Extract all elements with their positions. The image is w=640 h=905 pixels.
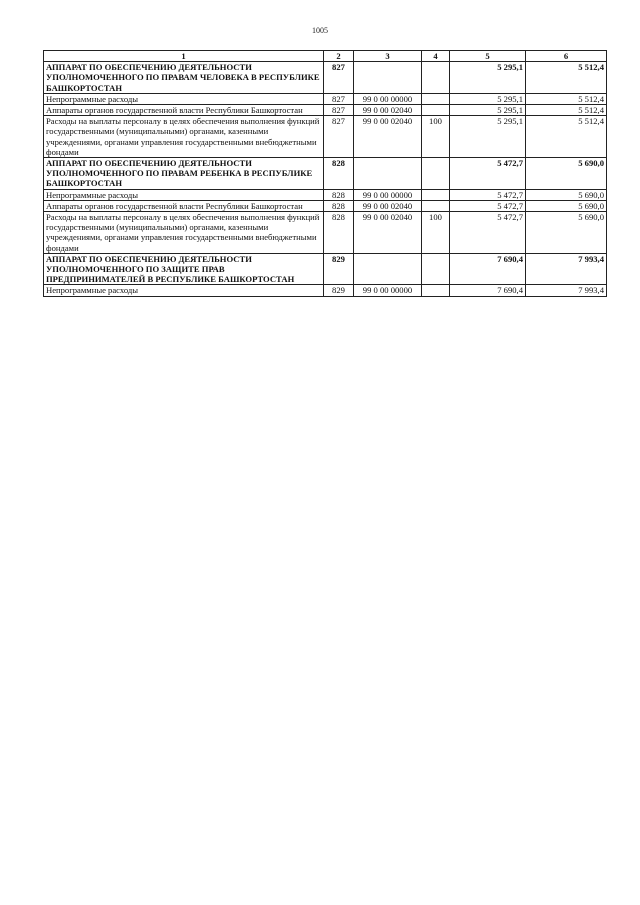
row-code-cell: 828 <box>324 212 354 254</box>
row-sum1-cell: 5 472,7 <box>450 200 526 211</box>
row-vr-cell <box>422 285 450 296</box>
row-name-cell: Аппараты органов государственной власти Республики Башкортостан <box>44 200 324 211</box>
row-code-cell: 828 <box>324 200 354 211</box>
row-sum2-cell: 7 993,4 <box>526 253 607 285</box>
row-csr-cell: 99 0 00 02040 <box>354 116 422 158</box>
row-sum1-cell: 7 690,4 <box>450 285 526 296</box>
row-csr-cell: 99 0 00 02040 <box>354 200 422 211</box>
row-name-cell: АППАРАТ ПО ОБЕСПЕЧЕНИЮ ДЕЯТЕЛЬНОСТИ УПОЛНОМОЧЕННОГО ПО ЗАЩИТЕ ПРАВ ПРЕДПРИНИМАТЕЛЕЙ В РЕСПУБЛИКЕ БАШКОРТОСТАН <box>44 253 324 285</box>
row-vr-cell <box>422 93 450 104</box>
table-section-row <box>44 158 607 190</box>
row-vr-cell: 100 <box>422 116 450 158</box>
table-row <box>44 285 607 296</box>
column-header-1: 1 <box>44 51 324 62</box>
row-sum1-cell: 5 295,1 <box>450 105 526 116</box>
column-header-3: 3 <box>354 51 422 62</box>
table-row <box>44 212 607 254</box>
row-sum2-cell: 5 512,4 <box>526 93 607 104</box>
row-sum2-cell: 5 690,0 <box>526 158 607 190</box>
row-vr-cell <box>422 105 450 116</box>
row-code-cell: 829 <box>324 253 354 285</box>
row-csr-cell: 99 0 00 00000 <box>354 189 422 200</box>
row-code-cell: 827 <box>324 93 354 104</box>
page-number: 1005 <box>312 26 328 35</box>
row-csr-cell: 99 0 00 00000 <box>354 285 422 296</box>
column-header-4: 4 <box>422 51 450 62</box>
table-row <box>44 93 607 104</box>
row-name-cell: Расходы на выплаты персоналу в целях обеспечения выполнения функций государственными (муниципальными) органами, казенными учреждениями, органами управления государственными внебюджетными фондами <box>44 116 324 158</box>
row-sum2-cell: 5 690,0 <box>526 189 607 200</box>
row-sum1-cell: 5 295,1 <box>450 93 526 104</box>
row-sum1-cell: 5 295,1 <box>450 62 526 94</box>
row-csr-cell: 99 0 00 02040 <box>354 105 422 116</box>
row-sum1-cell: 5 472,7 <box>450 189 526 200</box>
row-name-cell: Непрограммные расходы <box>44 93 324 104</box>
row-code-cell: 828 <box>324 158 354 190</box>
row-name-cell: Расходы на выплаты персоналу в целях обеспечения выполнения функций государственными (муниципальными) органами, казенными учреждениями, органами управления государственными внебюджетными фондами <box>44 212 324 254</box>
row-vr-cell: 100 <box>422 212 450 254</box>
row-vr-cell <box>422 158 450 190</box>
row-vr-cell <box>422 62 450 94</box>
row-sum1-cell: 5 472,7 <box>450 212 526 254</box>
row-csr-cell: 99 0 00 00000 <box>354 93 422 104</box>
row-sum1-cell: 7 690,4 <box>450 253 526 285</box>
table-body <box>44 62 607 296</box>
row-name-cell: АППАРАТ ПО ОБЕСПЕЧЕНИЮ ДЕЯТЕЛЬНОСТИ УПОЛНОМОЧЕННОГО ПО ПРАВАМ РЕБЕНКА В РЕСПУБЛИКЕ БАШКОРТОСТАН <box>44 158 324 190</box>
row-name-cell: Непрограммные расходы <box>44 189 324 200</box>
row-csr-cell <box>354 158 422 190</box>
table-section-row <box>44 253 607 285</box>
column-header-5: 5 <box>450 51 526 62</box>
row-csr-cell <box>354 253 422 285</box>
row-code-cell: 828 <box>324 189 354 200</box>
row-csr-cell <box>354 62 422 94</box>
table-header-row <box>44 51 607 62</box>
table-row <box>44 105 607 116</box>
column-header-6: 6 <box>526 51 607 62</box>
row-csr-cell: 99 0 00 02040 <box>354 212 422 254</box>
row-sum2-cell: 5 690,0 <box>526 212 607 254</box>
budget-table <box>43 50 607 297</box>
row-name-cell: АППАРАТ ПО ОБЕСПЕЧЕНИЮ ДЕЯТЕЛЬНОСТИ УПОЛНОМОЧЕННОГО ПО ПРАВАМ ЧЕЛОВЕКА В РЕСПУБЛИКЕ БАШКОРТОСТАН <box>44 62 324 94</box>
row-sum2-cell: 5 512,4 <box>526 116 607 158</box>
row-sum2-cell: 5 690,0 <box>526 200 607 211</box>
row-code-cell: 827 <box>324 116 354 158</box>
row-code-cell: 827 <box>324 62 354 94</box>
row-vr-cell <box>422 189 450 200</box>
row-sum1-cell: 5 472,7 <box>450 158 526 190</box>
row-vr-cell <box>422 253 450 285</box>
row-sum2-cell: 5 512,4 <box>526 62 607 94</box>
row-sum2-cell: 5 512,4 <box>526 105 607 116</box>
table-section-row <box>44 62 607 94</box>
row-code-cell: 829 <box>324 285 354 296</box>
column-header-2: 2 <box>324 51 354 62</box>
row-name-cell: Непрограммные расходы <box>44 285 324 296</box>
row-sum1-cell: 5 295,1 <box>450 116 526 158</box>
row-vr-cell <box>422 200 450 211</box>
table-row <box>44 189 607 200</box>
table-row <box>44 116 607 158</box>
row-code-cell: 827 <box>324 105 354 116</box>
table-row <box>44 200 607 211</box>
row-name-cell: Аппараты органов государственной власти Республики Башкортостан <box>44 105 324 116</box>
row-sum2-cell: 7 993,4 <box>526 285 607 296</box>
